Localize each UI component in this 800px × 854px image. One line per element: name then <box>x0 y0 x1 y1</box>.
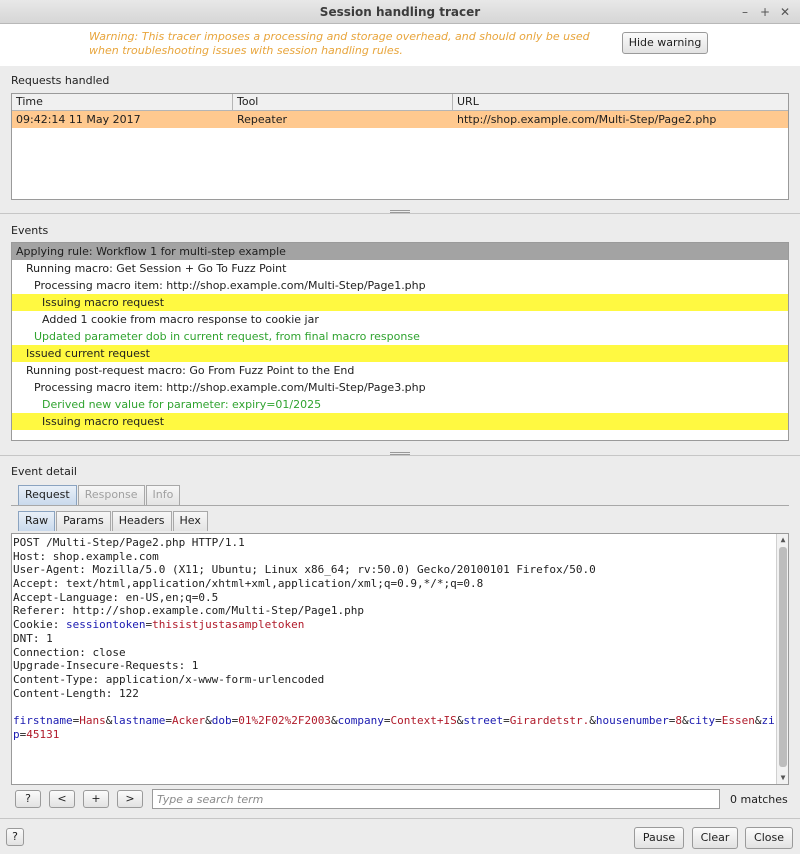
param-name: city <box>688 713 716 727</box>
param-name: firstname <box>13 713 73 727</box>
param-value: 01%2F02%2F2003 <box>238 713 331 727</box>
event-item[interactable]: Running macro: Get Session + Go To Fuzz Point <box>26 262 287 275</box>
requests-table-header <box>12 94 788 111</box>
param-separator: & <box>330 713 338 727</box>
raw-line: Content-Length: 122 <box>13 686 139 700</box>
raw-line: Referer: http://shop.example.com/Multi-Step/Page1.php <box>13 604 364 618</box>
minimize-button[interactable]: – <box>742 5 748 19</box>
column-header-url[interactable]: URL <box>457 95 479 108</box>
event-detail-label: Event detail <box>11 465 77 478</box>
param-name: zi <box>761 713 775 727</box>
raw-line: Upgrade-Insecure-Requests: 1 <box>13 659 199 673</box>
detail-tabs <box>18 485 181 505</box>
raw-request-editor[interactable] <box>11 533 789 785</box>
events-label: Events <box>11 224 49 237</box>
raw-request-text <box>13 535 775 783</box>
param-name: dob <box>211 713 232 727</box>
row-tool: Repeater <box>237 113 288 126</box>
param-separator: & <box>205 713 212 727</box>
param-name: p <box>13 727 20 741</box>
event-item[interactable]: Issuing macro request <box>12 294 788 311</box>
param-separator: & <box>682 713 689 727</box>
event-item[interactable]: Applying rule: Workflow 1 for multi-step example <box>12 243 788 260</box>
requests-table <box>11 93 789 200</box>
raw-line <box>13 700 775 714</box>
cookie-value: thisistjustasampletoken <box>152 618 305 632</box>
maximize-button[interactable]: + <box>759 5 771 19</box>
raw-line: Accept-Language: en-US,en;q=0.5 <box>13 590 219 604</box>
search-previous-button[interactable]: < <box>49 790 75 808</box>
divider <box>0 213 800 214</box>
event-item[interactable]: Processing macro item: http://shop.example.com/Multi-Step/Page1.php <box>34 279 426 292</box>
clear-button[interactable]: Clear <box>692 827 738 849</box>
row-url: http://shop.example.com/Multi-Step/Page2.php <box>457 113 717 126</box>
param-name: housenumber <box>595 713 669 727</box>
param-value: Acker <box>171 713 206 727</box>
tab-response[interactable]: Response <box>78 485 145 505</box>
param-name: lastname <box>112 713 166 727</box>
subtab-params[interactable]: Params <box>56 511 111 531</box>
event-item[interactable]: Issued current request <box>12 345 788 362</box>
split-handle[interactable] <box>390 210 410 213</box>
search-help-button[interactable]: ? <box>15 790 41 808</box>
param-value: Context+IS <box>390 713 457 727</box>
vertical-scrollbar[interactable] <box>776 534 788 784</box>
hide-warning-button[interactable]: Hide warning <box>622 32 708 54</box>
subtab-headers[interactable]: Headers <box>112 511 172 531</box>
raw-line-body <box>13 728 775 742</box>
event-item[interactable]: Updated parameter dob in current request, from final macro response <box>34 330 420 343</box>
raw-line: Accept: text/html,application/xhtml+xml,application/xml;q=0.9,*/*;q=0.8 <box>13 577 484 591</box>
requests-handled-label: Requests handled <box>11 74 110 87</box>
subtab-raw[interactable]: Raw <box>18 511 55 531</box>
column-header-tool[interactable]: Tool <box>233 94 453 110</box>
tab-request[interactable]: Request <box>18 485 77 505</box>
param-separator: & <box>754 713 762 727</box>
param-separator: = <box>383 713 391 727</box>
window-title: Session handling tracer <box>319 5 481 19</box>
param-separator: = <box>231 713 239 727</box>
cookie-prefix: Cookie: <box>13 618 66 632</box>
param-separator: = <box>668 713 676 727</box>
search-next-button[interactable]: > <box>117 790 143 808</box>
scroll-up-icon[interactable]: ▲ <box>780 535 786 544</box>
param-separator: & <box>456 713 464 727</box>
event-item[interactable]: Added 1 cookie from macro response to cookie jar <box>42 313 319 326</box>
tab-info[interactable]: Info <box>146 485 181 505</box>
search-add-button[interactable]: + <box>83 790 109 808</box>
title-bar <box>0 0 800 24</box>
event-item[interactable]: Running post-request macro: Go From Fuzz Point to the End <box>26 364 355 377</box>
close-button[interactable]: Close <box>745 827 793 849</box>
cookie-equals: = <box>145 618 153 632</box>
param-name: company <box>337 713 384 727</box>
raw-line: Connection: close <box>13 645 126 659</box>
close-window-button[interactable]: ✕ <box>779 5 791 19</box>
search-input[interactable] <box>153 790 719 808</box>
search-field[interactable] <box>152 789 720 809</box>
param-value: Essen <box>721 713 755 727</box>
raw-line: POST /Multi-Step/Page2.php HTTP/1.1 <box>13 536 245 549</box>
raw-line-cookie <box>13 618 775 632</box>
view-subtabs <box>18 511 209 531</box>
raw-line: Content-Type: application/x-www-form-urlencoded <box>13 672 325 686</box>
match-count: 0 matches <box>730 793 788 806</box>
param-name: street <box>463 713 504 727</box>
subtab-hex[interactable]: Hex <box>173 511 208 531</box>
split-handle[interactable] <box>390 452 410 455</box>
table-row[interactable] <box>12 111 788 128</box>
param-value: 8 <box>675 713 682 727</box>
help-button[interactable]: ? <box>6 828 24 846</box>
pause-button[interactable]: Pause <box>634 827 684 849</box>
param-separator: & <box>589 713 596 727</box>
raw-line: User-Agent: Mozilla/5.0 (X11; Ubuntu; Linux x86_64; rv:50.0) Gecko/20100101 Firefox/50.0 <box>13 563 596 577</box>
tab-underline <box>11 505 789 506</box>
row-time: 09:42:14 11 May 2017 <box>16 113 141 126</box>
raw-line-body <box>13 714 775 728</box>
raw-line: DNT: 1 <box>13 631 53 645</box>
divider <box>0 455 800 456</box>
param-value: Girardetstr. <box>509 713 590 727</box>
events-list <box>11 242 789 441</box>
event-item[interactable]: Processing macro item: http://shop.example.com/Multi-Step/Page3.php <box>34 381 426 394</box>
param-separator: = <box>715 713 722 727</box>
divider <box>0 818 800 819</box>
scroll-thumb[interactable] <box>779 547 787 767</box>
scroll-down-icon[interactable]: ▼ <box>780 773 786 782</box>
param-separator: & <box>105 713 113 727</box>
event-item[interactable]: Issuing macro request <box>12 413 788 430</box>
warning-text: Warning: This tracer imposes a processing and storage overhead, and should only be used when troubleshooting issues with session handling rules. <box>89 30 590 57</box>
param-separator: = <box>19 727 27 741</box>
event-item[interactable]: Derived new value for parameter: expiry=01/2025 <box>42 398 322 411</box>
param-separator: = <box>165 713 172 727</box>
param-separator: = <box>72 713 80 727</box>
raw-line: Host: shop.example.com <box>13 549 159 563</box>
cookie-name: sessiontoken <box>65 618 146 632</box>
param-value: 45131 <box>26 727 60 741</box>
param-separator: = <box>503 713 510 727</box>
param-value: Hans <box>79 713 106 727</box>
column-header-time[interactable]: Time <box>12 94 233 110</box>
